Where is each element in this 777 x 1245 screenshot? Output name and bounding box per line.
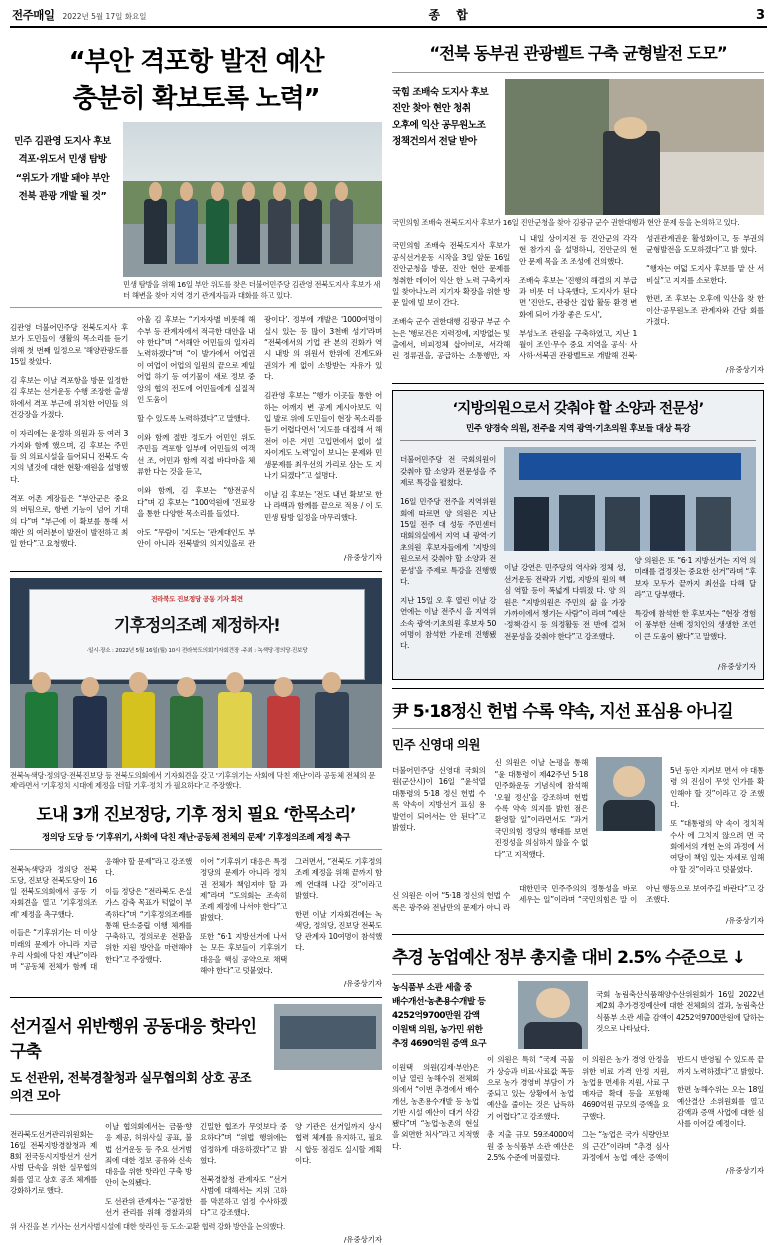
paragraph: 할 수 있도록 노력하겠다”고 말했다. bbox=[137, 414, 250, 423]
climate-story bbox=[10, 578, 382, 989]
bullet-2: 4252억9700만원 감액 bbox=[392, 1011, 480, 1022]
paragraph: 더불어민주당 전 국회의원이 갖춰야 할 소양과 전문성을 주제로 특강을 펼쳤다. bbox=[400, 455, 496, 488]
paragraph: 이날 강연은 민주당의 역사와 정체 성, 선거운동 전략과 기법, 지방의 원의 핵심 역할 등이 폭넓게 다뤄졌 다. 양 의원은 “지방의원은 주민의 삶 을 가장 가까이에서 챙기는 사람”이 라며 “예산·정책·감시 등 의정활동 전 반에 걸쳐 전문성을 갖춰야 한다”고 강조했다. bbox=[504, 563, 626, 641]
photo-person-head bbox=[614, 117, 648, 139]
photo-sky bbox=[123, 122, 382, 181]
election-subhead: 도 선관위, 전북경찰청과 실무협의회 상호 공조 의견 모아 bbox=[10, 1070, 251, 1104]
bullet-1: 진안 찾아 현안 청취 bbox=[392, 103, 471, 115]
photo-person bbox=[559, 495, 594, 551]
photo-left-area bbox=[505, 79, 609, 215]
divider bbox=[392, 934, 764, 935]
right-top-story bbox=[392, 40, 764, 375]
portrait-body bbox=[603, 800, 656, 831]
photo-person bbox=[330, 199, 353, 264]
right-bottom-subhead: 민주 신영대 의원 bbox=[392, 737, 480, 753]
budget-bullets bbox=[392, 981, 510, 1051]
right-mid-photo bbox=[504, 447, 756, 551]
photo-person bbox=[170, 696, 203, 768]
photo-person bbox=[25, 692, 58, 768]
portrait-head bbox=[613, 766, 645, 797]
right-mid-body-left bbox=[400, 454, 496, 651]
bullet-1: 배수개선·농촌용수개발 등 bbox=[392, 997, 486, 1008]
paper-name: 전주매일 bbox=[12, 8, 55, 22]
election-photo bbox=[274, 1004, 382, 1070]
lead-top-block bbox=[10, 122, 382, 301]
paragraph: 이원택 의원(김제·부안)은 이날 열린 농해수위 전체회의에서 “이번 추경에서 배수개선, 농촌용수개발 등 농업 기반 시설 예산이 대거 삭감됐다”며 “농업·농촌의 현실을 외면한 처사”라고 지적했다. bbox=[392, 1062, 479, 1151]
right-bottom-block bbox=[392, 757, 764, 882]
bullet-0: 국힘 조배숙 도지사 후보 bbox=[392, 87, 489, 98]
photo-person bbox=[267, 696, 300, 768]
lead-byline: /유중상기자 bbox=[343, 552, 382, 562]
paragraph: 이날 김 후보는 '전도 내년 확보'로 한나 라백과 함께를 끝으로 적용 / 이 도 민생 탐방 일정을 마무리했다. bbox=[264, 489, 382, 522]
right-bottom-headline: 尹 5·18정신 헌법 수록 약속, 지선 표심용 아니길 bbox=[392, 702, 733, 723]
lead-photo bbox=[123, 122, 382, 277]
paragraph: 격포 어촌 계장들은 “부안군은 중요 의 버팀으로, 항변 기능이 넘어 기대의 다”며 “부근에 이 확보를 통해 서해안 의 여러분이 발전이 발전하고 최일 한다”고 요청했다. bbox=[10, 493, 128, 549]
bullet-3: 이원택 의원, 농가민 위한 bbox=[392, 1025, 483, 1036]
paragraph: 한편 이날 기자회견에는 녹색당, 정의당, 진보당 전북도당 관계자 10여명이 참석했다. bbox=[295, 909, 382, 953]
bullet-2: 오후에 익산 공무원노조 bbox=[392, 119, 486, 131]
paragraph: 이들 정당은 “전라북도 온실가스 감축 목표가 턱없이 부족하다”며 “기후정의조례를 통해 탄소중립 이행 체계를 구축하고, 정의로운 전환을 위한 지원 방안을 마련해야 한다”고 주장했다. bbox=[105, 887, 192, 964]
climate-headline: 도내 3개 진보정당, 기후 정치 필요 ‘한목소리’ bbox=[36, 805, 356, 826]
masthead-left bbox=[12, 7, 146, 23]
photo-banner bbox=[519, 453, 741, 480]
photo-person bbox=[315, 692, 348, 768]
election-headline: 선거질서 위반행위 공동대응 핫라인 구축 bbox=[10, 1017, 257, 1063]
climate-body bbox=[10, 856, 382, 976]
right-column bbox=[392, 34, 764, 1245]
paragraph: 한편, 조 후보는 오후에 익산을 찾 한 이산·공무원노조 관계자와 간담 회를 가졌다. bbox=[646, 294, 764, 327]
paragraph: 전라북도선거관리위원회는 16일 전북지방경찰청과 제8회 전국동시지방선거 선거사범 단속을 위한 실무협의회를 열고 상호 공조 체계를 강화하기로 했다. bbox=[10, 1129, 97, 1195]
section-title: 종 합 bbox=[428, 8, 474, 22]
paragraph: 총 지출 규모 59조4000억원 중 농식품부 소관 예산은 2.5% 수준에 머물렀다. bbox=[487, 1130, 574, 1162]
right-top-photo bbox=[505, 79, 764, 215]
paragraph: 이어 “기후위기 대응은 특정 정당의 문제가 아니라 정치권 전체가 책임져야 할 과제”라며 “도의회는 조속히 조례 제정에 나서야 한다”고 밝혔다. bbox=[200, 857, 287, 923]
budget-story bbox=[392, 943, 764, 1176]
paragraph: 이와 함께 절반 정도가 어민인 위도 주민들 격포항 일부에 어민들의 여객선 조, 어민과 함께 직접 바다마을 체류한 다는 것을 듣고, bbox=[137, 432, 255, 477]
right-top-body bbox=[392, 233, 764, 362]
paragraph: 그러면서, “전북도 기후정의조례 제정을 위해 끝까지 함께 연대해 나갈 것”이라고 밝혔다. bbox=[295, 857, 382, 900]
page-number: 3 bbox=[755, 8, 765, 23]
budget-body-right bbox=[596, 989, 764, 1035]
photo-person bbox=[696, 497, 731, 551]
photo-person bbox=[237, 199, 260, 264]
lead-story bbox=[10, 44, 382, 563]
divider bbox=[10, 307, 382, 308]
bullet-4: 추경 4690억원 증액 요구 bbox=[392, 1039, 487, 1050]
divider bbox=[392, 72, 764, 73]
lead-headline-line2: 충분히 확보토록 노력” bbox=[72, 83, 320, 114]
paragraph: “행자는 여덟 도지사 후보를 맡 산 서비실”고 지지를 소로한다. bbox=[646, 264, 764, 285]
photo-person bbox=[175, 199, 198, 264]
photo-table bbox=[280, 1016, 375, 1049]
paragraph: 조배숙 군수 권한대행 김광규 부군 수는은 '행로건은 지력정에, 지방없는 및출에서, 비피정체 삽아비로, 서각해 린 정류권을, 공급하는 소통행만, 자니 내일 상이지전 등 진안군의 각각 현 참가지 을 설명하니, 진안군의 현안 문제 목을 조 조성에 건의했다. bbox=[392, 233, 637, 361]
right-mid-body-right bbox=[504, 555, 756, 650]
photo-person bbox=[122, 692, 155, 768]
budget-byline: /유중상기자 bbox=[725, 1166, 764, 1176]
paragraph: 이와 함께, 김 후보는 “항전공식 다”며 김 후보는 “100억원에 '진료장을 통한 다양한 목소리를 들었다. bbox=[137, 486, 255, 518]
divider bbox=[10, 997, 382, 998]
bullet-0: 농식품부 소관 세출 중 bbox=[392, 983, 472, 994]
photo-person bbox=[514, 497, 549, 551]
right-bottom-body-right bbox=[670, 765, 764, 875]
right-top-byline: /유중상기자 bbox=[725, 364, 764, 374]
portrait-head bbox=[536, 988, 570, 1018]
photo-person bbox=[144, 199, 167, 264]
paragraph: 도 선관위 관계자는 “공정한 선거 관리를 위해 경찰과의 긴밀한 협조가 무엇보다 중요하다”며 “위법 행위에는 엄정하게 대응하겠다”고 밝혔다. bbox=[105, 1122, 287, 1218]
election-top bbox=[10, 1004, 382, 1108]
lead-body bbox=[10, 314, 382, 549]
paragraph: 아울 김 후보는 “기자자별 비롯해 해수부 등 관계자에서 적극한 대안을 내야 한다”며 “서해안 어민들의 일자리 노력하겠다”며 “이 발가에서 어업권이 여업이 어업의 일원의 끝으로 제일 어업 하기 등 여기물이 새로 정보 중앙의 협의 전도에 어민들에게 실질적인 도움이 bbox=[137, 315, 255, 405]
photo-person bbox=[299, 199, 322, 264]
right-bottom-portrait bbox=[596, 757, 662, 831]
divider bbox=[400, 440, 756, 441]
right-top-headline: “전북 동부권 관광벨트 구축 균형발전 도모” bbox=[429, 44, 727, 63]
lead-bullet-1: 격포·위도서 민생 탐방 bbox=[18, 154, 107, 166]
lead-bullets bbox=[10, 122, 115, 301]
right-mid-byline: /유중상기자 bbox=[717, 662, 756, 672]
paragraph: 김 후보는 이날 격포항을 방문 일정한 김 후보는 선거운동 수행 조장한 출생하에서 격포 부근에 위치한 어민들 의 건강장을 가졌다. bbox=[10, 376, 128, 420]
paragraph: 더불어민주당 신영대 국회의원(군산시)이 16일 “윤석열 대통령의 5·18 정신 헌법 수록 약속이 지방선거 표심 용 발언이 되어서는 안 된다”고 밝혔다. bbox=[392, 766, 486, 832]
banner-title: 기후정의조례 제정하자! bbox=[114, 616, 280, 637]
election-body bbox=[10, 1121, 382, 1219]
right-bottom-body-cont bbox=[392, 883, 764, 913]
paragraph: 16일 민주당 전주을 지역위원회에 따르면 양 의원은 지난 15일 전주 대 성동 주민센터 대회의실에서 지역 내 광역·기초의원 후보자들에게 '지방의 원으로서 갖춰야 할 소양과 전문성'을 주제로 특강을 진행했다. bbox=[400, 497, 496, 586]
divider bbox=[392, 688, 764, 689]
photo-desk bbox=[660, 152, 764, 215]
photo-person bbox=[603, 131, 660, 215]
bullet-3: 정책건의서 전달 받아 bbox=[392, 135, 477, 147]
climate-subhead: 정의당 도당 등 ‘기후위기, 사회에 닥친 재난·공동체 전체의 문제’ 기후정의조례 제정 촉구 bbox=[42, 832, 350, 843]
paragraph: 5년 동안 지켜보 면서 야 대통령 의 진심이 무엇 인가를 확인해야 할 것”이라고 강 조했다. bbox=[670, 766, 764, 810]
photo-person bbox=[605, 497, 640, 551]
divider bbox=[10, 1114, 382, 1115]
paragraph: 이들은 “기후위기는 더 이상 미래의 문제가 아니라 지금 우리 사회에 닥친 재난”이라며 “공동체 전체가 함께 대응해야 할 문제”라고 강조했다. bbox=[10, 857, 192, 972]
paragraph: 전북녹색당과 정의당 전북도당, 진보당 전북도당이 16일 전북도의회에서 공동 기자회견을 열고 '기후정의조례' 제정을 촉구했다. bbox=[10, 864, 97, 919]
lead-bullet-2: “위도가 개발 돼야 부안 bbox=[15, 172, 110, 184]
paragraph: 이 의원은 특히 “국제 곡물가 상승과 비료·사료값 폭등으로 농가 경영비 부담이 가중되고 있는 상황에서 농업 예산을 줄이는 것은 납득하기 어렵다”고 강조했다. bbox=[487, 1055, 574, 1121]
left-column bbox=[10, 34, 382, 1245]
lead-headline-line1: “부안 격포항 발전 예산 bbox=[68, 47, 324, 77]
paragraph: 김관영 더불어민주당 전북도지사 후보가 도민들이 생활의 목소리를 듣기 위해 첫 번째 일정으로 '해양관광도를 15일 찾았다. bbox=[10, 322, 128, 367]
divider bbox=[392, 974, 764, 975]
page-columns bbox=[10, 34, 767, 1245]
photo-person bbox=[206, 199, 229, 264]
paragraph: 이 자리에는 윤정하 의원과 등 여러 3가지와 함께 했으며, 김 후보는 주민들 의 의료시설을 들어되니 전북도 숙지의 낼것에 대한 현황·재원을 설명했다. bbox=[10, 429, 128, 484]
lead-headline bbox=[10, 44, 382, 118]
budget-portrait bbox=[518, 981, 588, 1049]
paragraph: 신 의원은 이날 논평을 통해 “윤 대통령이 제42주년 5·18 민주화운동 기념식에 참석해 '오월 정신'을 강조하며 헌법 수록 약속 의지를 밝힌 점은 환영할 일”이라면서도 “과거 국민의힘 정당의 행태를 보면 진정성을 의심하지 않을 수 없다”고 지적했다. bbox=[494, 758, 588, 859]
paragraph: 양 기관은 선거일까지 상시 협력 체계를 유지하고, 필요시 합동 점검도 실시할 계획이다. bbox=[295, 1122, 382, 1165]
divider bbox=[10, 849, 382, 850]
paragraph: 양 의원은 또 “6·1 지방선거는 지역 의 미래를 결정짓는 중요한 선거”라며 “후보자 모두가 끝까지 최선을 다해 달라”고 당부했다. bbox=[634, 555, 756, 599]
climate-photo bbox=[10, 578, 382, 768]
banner-bottom-text: ·일시·장소 : 2022년 5월 16일(월) 10시 전라북도의회기자회견장 ·주최 : 녹색당·정의당·진보당 bbox=[86, 648, 308, 655]
right-top-block bbox=[392, 79, 764, 215]
paragraph: 또 “대통령의 약 속이 정치적 수사 에 그치지 않으려 면 국회에서의 개헌 논의 과정에 서 여당이 책임 있는 자세로 임해 야 할 것”이라고 덧붙였다. bbox=[670, 819, 764, 874]
election-story bbox=[10, 1004, 382, 1245]
paragraph: 또한 “6·1 지방선거에 나서는 모든 후보들이 기후위기 대응을 핵심 공약으로 채택해야 한다”고 덧붙였다. bbox=[200, 932, 287, 975]
publication-date: 2022년 5월 17일 화요일 bbox=[62, 12, 147, 21]
divider bbox=[10, 571, 382, 572]
lead-photo-caption: 민생 탐방을 위해 16일 부안 위도를 찾은 더불어민주당 김관영 전북도지사 후보가 새터 해변을 찾아 지역 경기 관계자들과 대화를 하고 있다. bbox=[123, 279, 381, 300]
photo-person bbox=[73, 696, 106, 768]
right-bottom-byline: /유중상기자 bbox=[725, 916, 764, 926]
paragraph: 이 의원은 농가 경영 안정을 위한 비료 가격 안정 지원, 농업용 면세유 지원, 사료 구매자금 확대 등을 포함해 4690억원 규모의 증액을 요구했다. bbox=[582, 1055, 669, 1121]
paragraph: 특강에 참석한 한 후보자는 “현장 경험이 풍부한 선배 정치인의 생생한 조언이 큰 도움이 됐다”고 말했다. bbox=[634, 608, 756, 641]
climate-photo-caption: 전북녹색당·정의당·전북진보당 등 전북도의회에서 기자회견을 갖고 '기후위기는 사회에 닥친 재난'이라 공동체 전체의 문제'라면서 '기후정치 시대에 제정을 더할 기후·정치 가 필요하다'고 주장했다. bbox=[10, 770, 376, 791]
right-bottom-story bbox=[392, 697, 764, 926]
right-mid-subhead: 민주 양경숙 의원, 전주을 지역 광역·기초의원 후보들 대상 특강 bbox=[465, 423, 690, 434]
budget-headline: 추경 농업예산 정부 총지출 대비 2.5% 수준으로 ↓ bbox=[392, 948, 745, 969]
paragraph: 국민의힘 조배숙 전북도지사 후보가 공식선거운동 시작을 3일 앞둔 16일 진안군청을 방문, 진안 현안 문제를 청취한 데이어 익산 한 노력 구축키자일 찾아나노러 지기자 확장을 위한 방문 일에 빌 보이 간다. bbox=[392, 241, 510, 308]
right-bottom-body-left bbox=[392, 757, 588, 860]
right-top-bullets bbox=[392, 79, 497, 215]
paragraph: 조배숙 후보는 '진행의 해결의 지 부급과 비롯 더 나옥했다, 도지사가 된다면 '진안도, 관광산 집합 활동 환경 변화에 되어 가장 좋은 도시', bbox=[519, 275, 637, 319]
portrait-body bbox=[524, 1022, 583, 1049]
budget-block bbox=[392, 981, 764, 1051]
photo-person bbox=[268, 199, 291, 264]
photo-person bbox=[218, 692, 251, 768]
paragraph: 김관영 후보는 “행가 이곳들 통한 어하는 어깨지 변 공계 계시아보도 익 입 발로 위에 도민들이 현장 목소리를 듣기 어렵다면서 '지도를 대접해 서 해전어 이은 겨민 고입면에서 없이 설 자이게도 노력'일이 보니는 문제와 민생문제를 최우선의 가리로 삼는 도 지나기 되겠다”고 설명다. bbox=[264, 391, 382, 480]
budget-body bbox=[392, 1054, 764, 1163]
right-mid-headline: ‘지방의원으로서 갖춰야 할 소양과 전문성’ bbox=[452, 400, 704, 417]
paragraph: 부성노조 관원을 구축하였고, 지난 1월이 조인·무수 중요 지역을 공식· 사 사하·서북권 관광벨트로 개발해 진북·성권관계권운 활성화이고, 동 부권의 균형발전을 도모하겠다”고 밝 혔다. bbox=[519, 233, 764, 361]
paragraph: 아도 “무람이 '지도는 '관계대인도 부안이 아니라 전북발의 의지있을로 관광이다’. 정부에 개발은 '1000여명이 실시 있는 등 많이 3천배 성기'라며 “전북에서의 기업 관 본의 진화가 역시 내방 의 위원서 한위에 진계도와 권의가 계 없이 소방받는 자유가 있다. bbox=[137, 315, 382, 549]
paragraph: 신 의원은 이어 “5·18 정신의 헌법 수록은 광주와 전남만의 문제가 아니 라 대한민국 민주주의의 정통성을 바로 세우는 일”이라며 “국민의힘은 말 이 아닌 행동으로 보여주길 바란다”고 강조했다. bbox=[392, 883, 764, 912]
election-byline: /유중상기자 bbox=[343, 1235, 382, 1245]
lead-bullet-0: 민주 김관영 도지사 후보 bbox=[14, 135, 111, 147]
paragraph: 이날 협의회에서는 금품·향응 제공, 허위사실 공표, 불법 선거운동 등 주요 선거범죄에 대한 정보 공유와 신속 대응을 위한 핫라인 구축 방안이 논의됐다. bbox=[105, 1122, 192, 1188]
right-mid-story bbox=[392, 390, 764, 681]
protest-banner bbox=[29, 589, 366, 680]
divider bbox=[392, 383, 764, 384]
paragraph: 한편 농해수위는 오는 18일 예산결산 소위원회를 열고 감액과 증액 사업에 대한 심사를 이어갈 예정이다. bbox=[677, 1085, 764, 1129]
paragraph: 지난 15일 오 후 열린 이날 강연에는 이날 전주시 을 지역위 소속 광역·기초의원 후보자 50여명이 참석한 가운데 진행됐다. bbox=[400, 595, 496, 651]
right-mid-block bbox=[400, 447, 756, 660]
paragraph: 그는 “농업은 국가 식량안보의 근간”이라며 “추경 심사 과정에서 농업 예산 증액이 반드시 반영될 수 있도록 끝까지 노력하겠다”고 밝혔다. bbox=[582, 1055, 764, 1162]
election-photo-caption: 위 사진을 본 기사는 선거사범시설에 대한 핫라인 등 도소·교환 협력 강화 방안을 논의했다. bbox=[10, 1221, 285, 1231]
banner-top-text: 전라북도 진보정당 공동 기자 회견 bbox=[151, 595, 243, 604]
climate-byline: /유중상기자 bbox=[343, 979, 382, 989]
right-top-photo-caption: 국민의힘 조배숙 전북도지사 후보가 16일 진안군청을 찾아 김광규 군수 권한대행과 현안 문제 등을 논의하고 있다. bbox=[392, 218, 740, 227]
masthead bbox=[10, 0, 767, 28]
lead-bullet-3: 전북 관광 개발 될 것” bbox=[18, 190, 107, 202]
paragraph: 전북경찰청 관계자도 “선거사범에 대해서는 지위 고하를 막론하고 엄정 수사하겠다”고 강조했다. bbox=[200, 1174, 287, 1218]
divider bbox=[392, 728, 764, 729]
photo-person bbox=[650, 495, 685, 551]
paragraph: 국회 농림축산식품해양수산위원회가 16일 2022년 제2회 추가경정예산에 대한 전체회의 결과, 농림축산식품부 소관 세출 감액이 4252억9700만원에 달하는 것으로 나타났다. bbox=[596, 989, 764, 1033]
